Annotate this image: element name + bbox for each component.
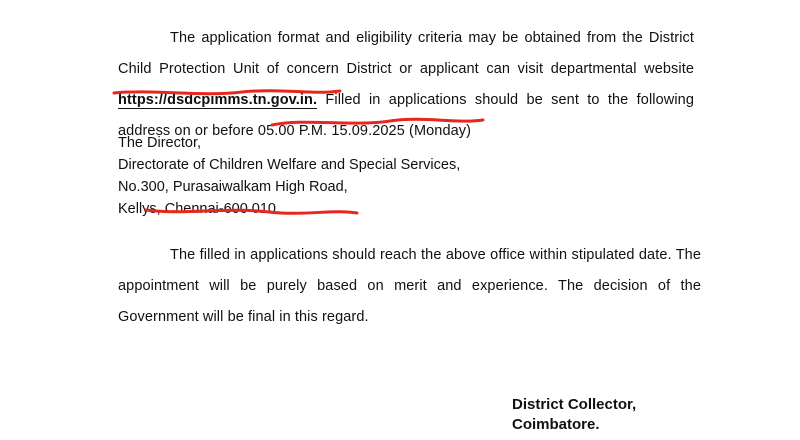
address-line-1: The Director, (118, 135, 201, 151)
address-line-2: Directorate of Children Welfare and Special Services, (118, 157, 461, 173)
signature-place: Coimbatore. (512, 416, 600, 433)
address-line-3: No.300, Purasaiwalkam High Road, (118, 179, 348, 195)
address-block (118, 132, 460, 220)
paragraph-2-text: The filled in applications should reach the above office within stipulated date. The appointment will be purely based on merit and experience. The decision of the Government will be final in this regard. (118, 246, 701, 325)
paragraph-stipulated-date (118, 240, 701, 333)
signature-block (512, 395, 636, 435)
paragraph-1-text-after-link: Filled in applications should be sent to the following address on or before 05.00 P.M. 15.09.2025 (Monday) (118, 91, 694, 139)
paragraph-application-format (118, 23, 694, 147)
address-line-4: Kellys, Chennai-600 010. (118, 201, 281, 217)
departmental-website-link[interactable]: https://dsdcpimms.tn.gov.in. (118, 91, 318, 108)
signature-title: District Collector, (512, 396, 637, 413)
paragraph-1-text-before-link: The application format and eligibility criteria may be obtained from the District Child Protection Unit of concern District or applicant can visit departmental website (118, 29, 694, 77)
